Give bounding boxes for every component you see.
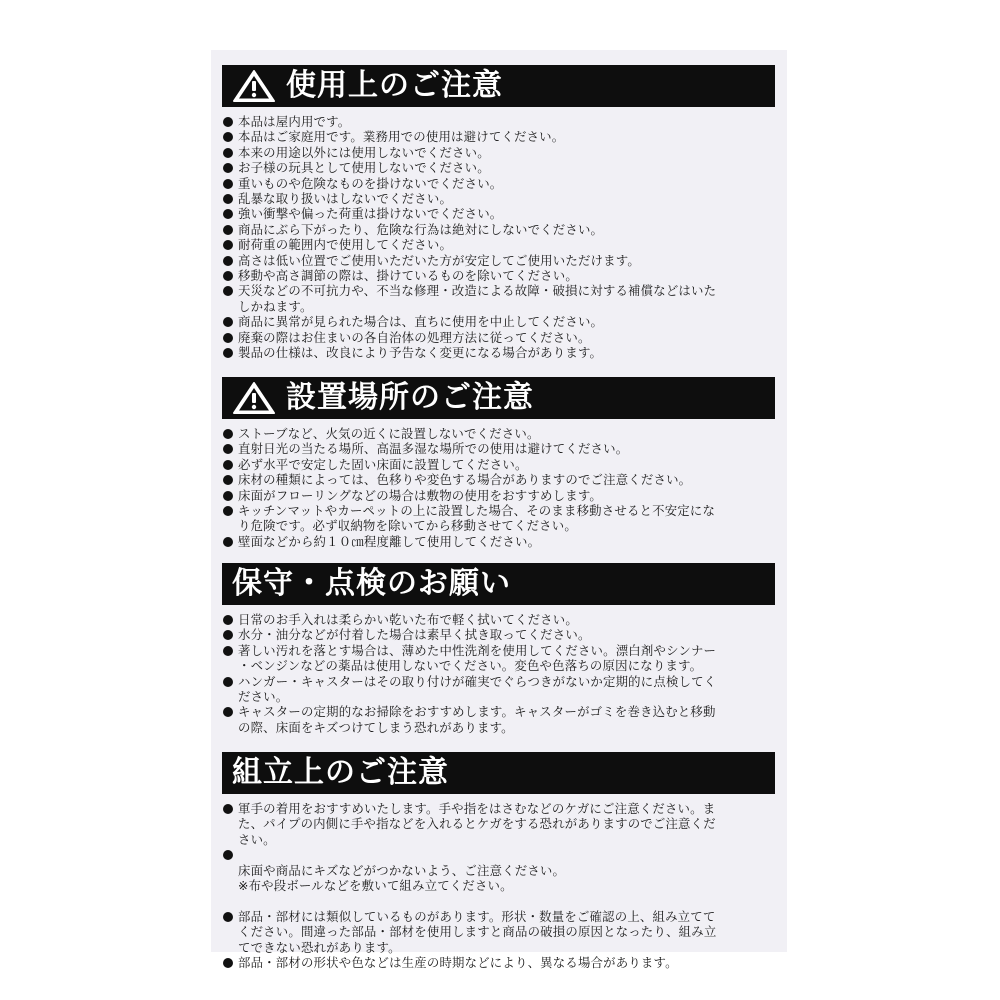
- section-header: [222, 563, 775, 605]
- caution-list: [222, 114, 775, 361]
- list-item: 必ず水平で安定した固い床面に設置してください。: [222, 457, 775, 472]
- maintenance-list: [222, 612, 775, 735]
- list-item: 部品・部材には類似しているものがあります。形状・数量をご確認の上、組み立てて ください。間違った部品・部材を使用しますと商品の破損の原因となったり、組み立 てできない恐れがあります。: [222, 909, 775, 955]
- list-item: 製品の仕様は、改良により予告なく変更になる場合があります。: [222, 345, 775, 360]
- section-header: [222, 65, 775, 107]
- section-title: 使用上のご注意: [286, 68, 503, 103]
- list-item: 日常のお手入れは柔らかい乾いた布で軽く拭いてください。: [222, 612, 775, 627]
- section-header: [222, 377, 775, 419]
- section-title: 保守・点検のお願い: [232, 566, 511, 601]
- list-item: 部品・部材の形状や色などは生産の時期などにより、異なる場合があります。: [222, 955, 775, 970]
- list-item: 床材の種類によっては、色移りや変色する場合がありますのでご注意ください。: [222, 472, 775, 487]
- assembly-list: [222, 801, 775, 970]
- section-header: [222, 752, 775, 794]
- list-item-text: 床面や商品にキズなどがつかないよう、ご注意ください。: [238, 862, 566, 878]
- list-item: 水分・油分などが付着した場合は素早く拭き取ってください。: [222, 627, 775, 642]
- section-installation-cautions: [222, 377, 775, 549]
- list-item: キッチンマットやカーペットの上に設置した場合、そのまま移動させると不安定にな り危険です。必ず収納物を除いてから移動させてください。: [222, 503, 775, 534]
- list-item: ハンガー・キャスターはその取り付けが確実でぐらつきがないか定期的に点検してく ださい。: [222, 674, 775, 705]
- section-title: 組立上のご注意: [232, 755, 449, 790]
- list-item: 著しい汚れを落とす場合は、薄めた中性洗剤を使用してください。漂白剤やシンナー ・ベンジンなどの薬品は使用しないでください。変色や色落ちの原因になります。: [222, 643, 775, 674]
- list-item: 高さは低い位置でご使用いただいた方が安定してご使用いただけます。: [222, 253, 775, 268]
- list-item: 廃棄の際はお住まいの各自治体の処理方法に従ってください。: [222, 330, 775, 345]
- section-title: 設置場所のご注意: [286, 380, 534, 415]
- assembly-note: ※布や段ボールなどを敷いて組み立てください。: [238, 878, 513, 894]
- list-item: 軍手の着用をおすすめいたします。手や指をはさむなどのケガにご注意ください。ま た、パイプの内側に手や指などを入れるとケガをする恐れがありますのでご注意くだ さい。: [222, 801, 775, 847]
- section-maintenance-requests: [222, 563, 775, 735]
- section-usage-cautions: [222, 65, 775, 361]
- list-item: 耐荷重の範囲内で使用してください。: [222, 237, 775, 252]
- list-item: ストーブなど、火気の近くに設置しないでください。: [222, 426, 775, 441]
- warning-triangle-icon: [232, 69, 276, 103]
- list-item: 本品はご家庭用です。業務用での使用は避けてください。: [222, 129, 775, 144]
- list-item: 壁面などから約１０㎝程度離して使用してください。: [222, 534, 775, 549]
- list-item: 強い衝撃や偏った荷重は掛けないでください。: [222, 206, 775, 221]
- list-item: キャスターの定期的なお掃除をおすすめします。キャスターがゴミを巻き込むと移動 の際、床面をキズつけてしまう恐れがあります。: [222, 704, 775, 735]
- list-item: 本来の用途以外には使用しないでください。: [222, 145, 775, 160]
- list-item: 本品は屋内用です。: [222, 114, 775, 129]
- section-assembly-cautions: [222, 752, 775, 970]
- list-item: 商品に異常が見られた場合は、直ちに使用を中止してください。: [222, 314, 775, 329]
- list-item: 天災などの不可抗力や、不当な修理・改造による故障・破損に対する補償などはいた しかねます。: [222, 283, 775, 314]
- list-item: 乱暴な取り扱いはしないでください。: [222, 191, 775, 206]
- caution-list: [222, 426, 775, 549]
- list-item: [222, 847, 775, 909]
- list-item: 重いものや危険なものを掛けないでください。: [222, 176, 775, 191]
- list-item: 床面がフローリングなどの場合は敷物の使用をおすすめします。: [222, 488, 775, 503]
- list-item: 直射日光の当たる場所、高温多湿な場所での使用は避けてください。: [222, 441, 775, 456]
- list-item: お子様の玩具として使用しないでください。: [222, 160, 775, 175]
- warning-triangle-icon: [232, 381, 276, 415]
- list-item: 商品にぶら下がったり、危険な行為は絶対にしないでください。: [222, 222, 775, 237]
- list-item: 移動や高さ調節の際は、掛けているものを除いてください。: [222, 268, 775, 283]
